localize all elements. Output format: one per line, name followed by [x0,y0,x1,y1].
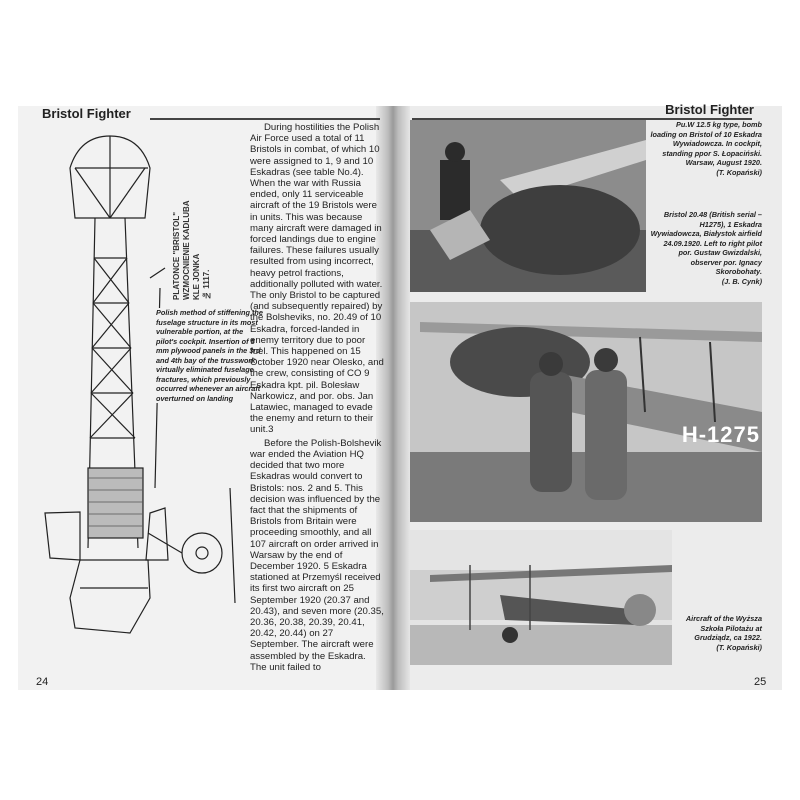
caption-photo1-text: Pu.W 12.5 kg type, bomb loading on Bristol of 10 Eskadra Wywiadowcza. In cockpit, standing ppor S. Łopaciński. Warsaw, August 1920. [650,120,762,167]
caption-photo3 [672,614,762,652]
photo-grudziadz-aircraft [410,530,672,665]
right-running-title: Bristol Fighter [665,102,754,117]
left-header-rule [150,118,380,120]
page-number-right: 25 [754,676,767,688]
caption-photo1-credit: (T. Kopański) [716,167,762,177]
body-text-column [250,122,384,673]
drawing-label-line3: KLE JONKA [192,253,201,300]
caption-photo2-credit: (J. B. Cynk) [721,276,762,286]
photo-bristol-h1275 [410,302,762,522]
drawing-label-line4: № 1117. [202,269,211,300]
drawing-label-line1: PLATONCE "BRISTOL" [172,211,181,300]
caption-photo3-text: Aircraft of the Wyższa Szkoła Pilotażu at Grudziądz, ca 1922. [685,614,762,642]
body-paragraph: Before the Polish-Bolshevik war ended the Aviation HQ decided that two more Eskadras would convert to Bristols: nos. 2 and 5. This decision was influenced by the fact that the shipments of Bristols from Britain were proceeding smoothly, and all 107 aircraft on order arrived in Warsaw by the end of December 1920. 5 Eskadra stationed at Przemyśl received its first two aircraft on 25 September 1920 (20.37 and 20.43), and seven more (20.35, 20.36, 20.38, 20.39, 20.41, 20.42, 20.44) on 27 September. The aircraft were assembled by the Eskadra. The unit failed to [250,437,384,673]
caption-photo2 [650,210,762,286]
drawing-caption: Polish method of stiffening the fuselage structure in its most vulnerable portion, at the pilot's cockpit. Insertion of 5 mm plywood panels in the 3rd and 4th bay of the trusswork virtually eliminated fuselage fractures, which previously occurred whenever an aircraft overturned on landing [156,308,263,403]
photo-bomb-loading [410,120,646,292]
caption-photo2-text: Bristol 20.48 (British serial – H1275), 1 Eskadra Wywiadowcza, Białystok airfield 24.09.1920. Left to right pilot por. Gustaw Gwizdalski, observer por. Ignacy Skorobohaty. [650,210,762,276]
drawing-title-label [172,150,242,300]
left-running-title: Bristol Fighter [42,106,131,121]
drawing-label-line2: WZMOCNIENIE KADLUBA [182,200,191,300]
aircraft-serial-marking: H-1275 [681,422,760,447]
caption-photo1 [650,120,762,177]
body-paragraph: During hostilities the Polish Air Force used a total of 11 Bristols in combat, of which 10 were assigned to 1, 9 and 10 Eskadras (see table No.4). When the war with Russia ended, only 11 serviceable aircraft of the 19 Bristols were in units. This was because many aircraft were damaged in forced landings due to engine failures. These failures usually resulted from using incorrect, heavy petrol fractions, additionally polluted with water. The only Bristol to be captured (and subsequently repaired) by the Bolsheviks, no. 20.49 of 10 Eskadra, forced-landed in enemy territory due to poor fuel. This happened on 15 October 1920 near Olesko, and the crew, consisting of CO 9 Eskadra kpt. pil. Bolesław Narkowicz, and por. obs. Jan Latawiec, managed to evade the enemy and return to their unit.3 [250,122,384,436]
page-number-left: 24 [36,676,49,688]
caption-photo3-credit: (T. Kopański) [716,642,762,652]
